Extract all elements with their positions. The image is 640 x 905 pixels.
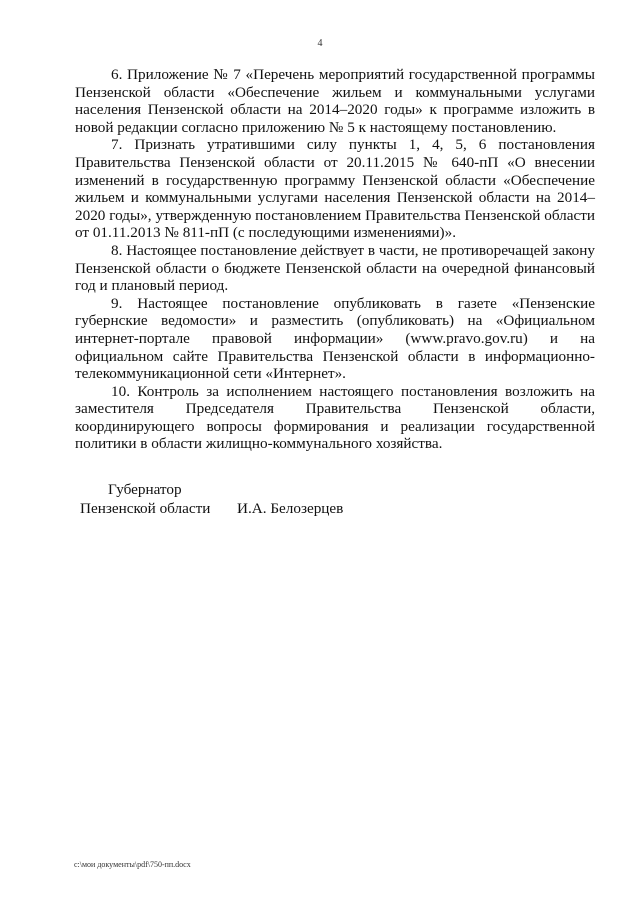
signature-title-line1: Губернатор [108, 481, 182, 498]
page-number: 4 [317, 38, 323, 49]
paragraph-9: 9. Настоящее постановление опубликовать в газете «Пензенские губернские ведомости» и разместить (опубликовать) на «Официальном интернет-портале правовой информации» (www.pravo.gov.ru) и на официальном сайте Правительства Пензенской области в информационно-телекоммуникационной сети «Интернет». [75, 294, 595, 383]
footer-file-path: c:\мои документы\pdf\750-пп.docx [74, 860, 191, 869]
paragraph-10: 10. Контроль за исполнением настоящего постановления возложить на заместителя Председателя Правительства Пензенской области, координирующего вопросы формирования и реализации государственной политики в области жилищно-коммунального хозяйства. [75, 382, 595, 453]
signature-title-line2: Пензенской области [80, 500, 211, 517]
document-body [75, 66, 595, 453]
signature-name: И.А. Белозерцев [237, 500, 344, 517]
paragraph-8: 8. Настоящее постановление действует в части, не противоречащей закону Пензенской области о бюджете Пензенской области на очередной финансовый год и плановый период. [75, 241, 595, 295]
paragraph-7: 7. Признать утратившими силу пункты 1, 4, 5, 6 постановления Правительства Пензенской области от 20.11.2015 № 640-пП «О внесении изменений в государственную программу Пензенской области «Обеспечение жильем и коммунальными услугами населения Пензенской области на 2014–2020 годы», утвержденную постановлением Правительства Пензенской области от 01.11.2013 № 811-пП (с последующими изменениями)». [75, 136, 595, 242]
paragraph-6: 6. Приложение № 7 «Перечень мероприятий государственной программы Пензенской области «Обеспечение жильем и коммунальными услугами населения Пензенской области на 2014–2020 годы» к программе изложить в новой редакции согласно приложению № 5 к настоящему постановлению. [75, 66, 595, 136]
